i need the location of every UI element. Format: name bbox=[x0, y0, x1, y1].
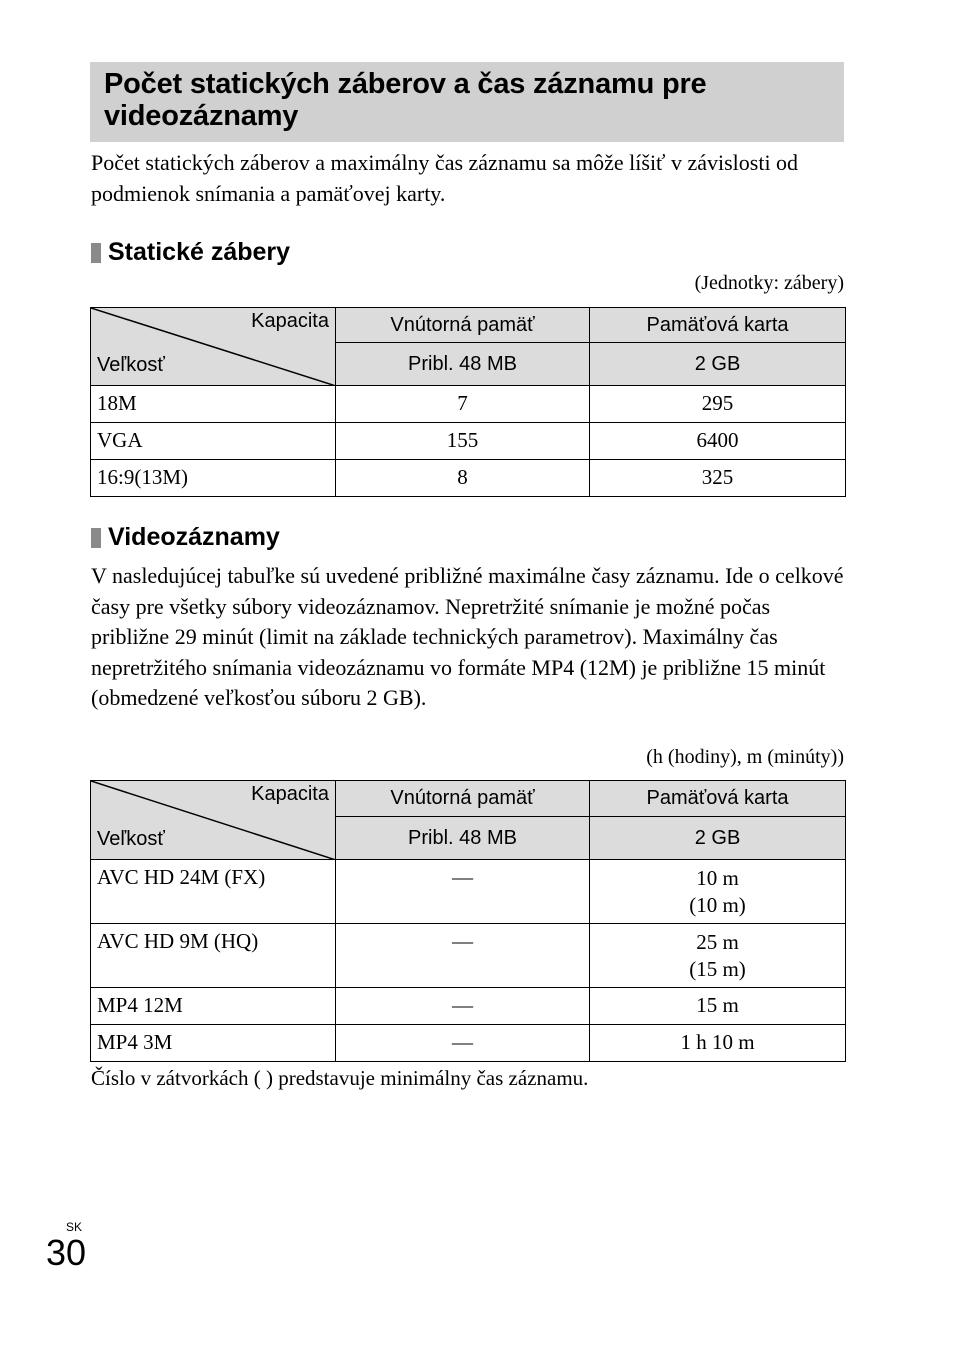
row-label: MP4 3M bbox=[91, 1025, 336, 1062]
internal-memory-header: Vnútorná pamäť bbox=[336, 308, 590, 343]
row-label: VGA bbox=[91, 423, 336, 460]
page-number: 30 bbox=[46, 1232, 87, 1273]
card-value: 10 m bbox=[696, 866, 739, 890]
internal-value: 155 bbox=[336, 423, 590, 460]
card-value-cell bbox=[590, 924, 846, 988]
row-label: AVC HD 24M (FX) bbox=[91, 860, 336, 924]
capacity-label: Kapacita bbox=[251, 783, 329, 805]
internal-memory-header: Vnútorná pamäť bbox=[336, 781, 590, 817]
row-label: MP4 12M bbox=[91, 988, 336, 1025]
video-corner-header bbox=[91, 781, 336, 860]
size-label: Veľkosť bbox=[97, 354, 165, 376]
card-value-cell bbox=[590, 860, 846, 924]
static-heading-text: Statické zábery bbox=[108, 238, 291, 266]
internal-value: — bbox=[336, 988, 590, 1025]
row-label: AVC HD 9M (HQ) bbox=[91, 924, 336, 988]
intro-paragraph: Počet statických záberov a maximálny čas záznamu sa môže líšiť v závislosti od podmienok snímania a pamäťovej karty. bbox=[91, 150, 799, 206]
video-description: V nasledujúcej tabuľke sú uvedené približné maximálne časy záznamu. Ide o celkové časy pre všetky súbory videozáznamov. Nepretržité snímanie je možné počas približne 29 minút (limit na základe technických parametrov). Maximálny čas nepretržitého snímania videozáznamu vo formáte MP4 (12M) je približne 15 minút (obmedzené veľkosťou súboru 2 GB). bbox=[91, 563, 844, 710]
card-value: 25 m bbox=[696, 930, 739, 954]
static-units: (Jednotky: zábery) bbox=[694, 272, 844, 294]
language-code: SK bbox=[66, 1220, 83, 1234]
table-row bbox=[91, 924, 846, 988]
memory-card-header: Pamäťová karta bbox=[590, 308, 846, 343]
row-label: 18M bbox=[91, 386, 336, 423]
card-value: 295 bbox=[590, 386, 846, 423]
internal-value: — bbox=[336, 1025, 590, 1062]
static-heading bbox=[91, 238, 290, 267]
card-value: 6400 bbox=[590, 423, 846, 460]
card-value: 325 bbox=[590, 460, 846, 497]
page-title: Počet statických záberov a čas záznamu pre videozáznamy bbox=[104, 68, 707, 132]
video-heading bbox=[91, 523, 280, 552]
table-row bbox=[91, 460, 846, 497]
internal-capacity: Pribl. 48 MB bbox=[336, 817, 590, 860]
card-value: 1 h 10 m bbox=[590, 1025, 846, 1062]
video-table bbox=[90, 780, 846, 1062]
internal-value: 7 bbox=[336, 386, 590, 423]
static-corner-header bbox=[91, 308, 336, 386]
table-row bbox=[91, 1025, 846, 1062]
table-row bbox=[91, 988, 846, 1025]
card-value: 15 m bbox=[590, 988, 846, 1025]
table-row bbox=[91, 423, 846, 460]
card-capacity: 2 GB bbox=[590, 817, 846, 860]
card-min-value: (15 m) bbox=[689, 957, 746, 981]
table-row bbox=[91, 860, 846, 924]
row-label: 16:9(13M) bbox=[91, 460, 336, 497]
section-marker-icon bbox=[91, 528, 101, 548]
internal-value: 8 bbox=[336, 460, 590, 497]
video-heading-text: Videozáznamy bbox=[108, 523, 280, 551]
size-label: Veľkosť bbox=[97, 828, 165, 850]
video-units: (h (hodiny), m (minúty)) bbox=[646, 746, 844, 768]
section-marker-icon bbox=[91, 243, 101, 263]
capacity-label: Kapacita bbox=[251, 310, 329, 332]
card-min-value: (10 m) bbox=[689, 893, 746, 917]
internal-value: — bbox=[336, 924, 590, 988]
internal-capacity: Pribl. 48 MB bbox=[336, 343, 590, 386]
footnote: Číslo v zátvorkách ( ) predstavuje minimálny čas záznamu. bbox=[91, 1066, 589, 1090]
title-bar bbox=[90, 62, 844, 142]
card-capacity: 2 GB bbox=[590, 343, 846, 386]
static-table bbox=[90, 307, 846, 497]
memory-card-header: Pamäťová karta bbox=[590, 781, 846, 817]
internal-value: — bbox=[336, 860, 590, 924]
table-row bbox=[91, 386, 846, 423]
